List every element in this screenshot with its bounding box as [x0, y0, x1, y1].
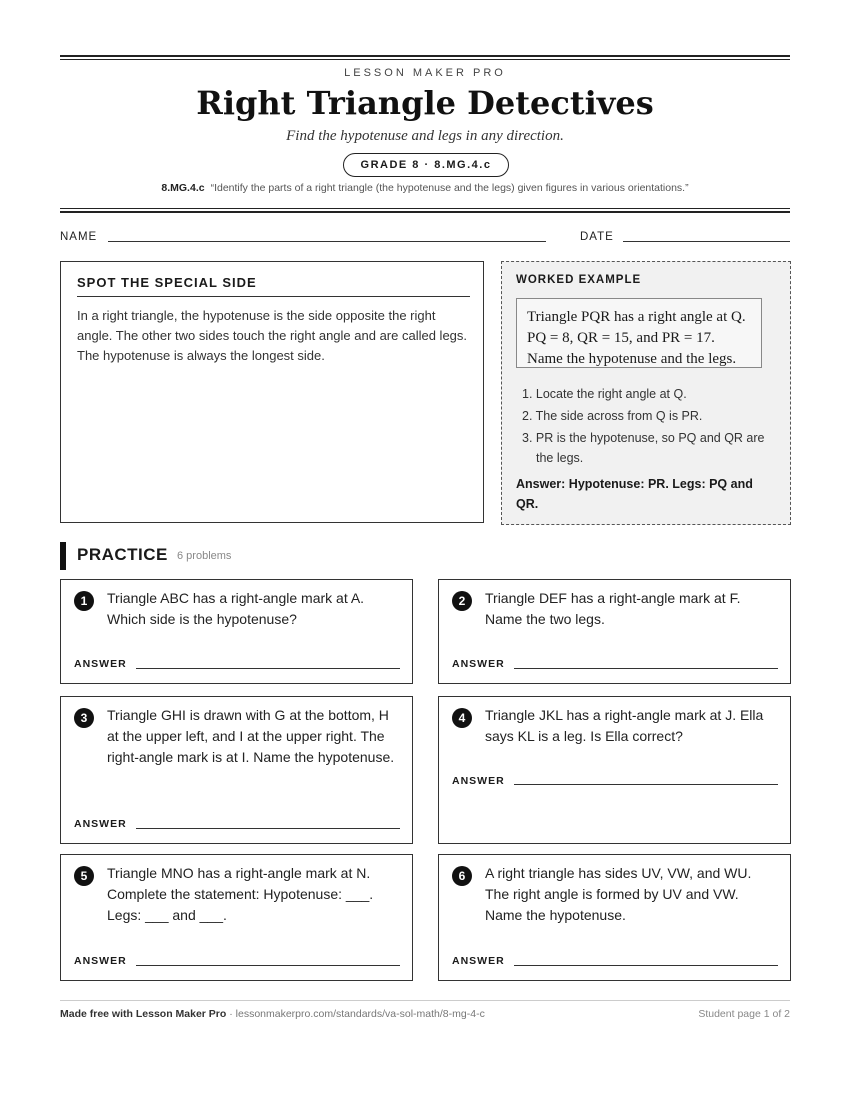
page-title: Right Triangle Detectives [196, 84, 654, 122]
grade-badge: GRADE 8 · 8.MG.4.c [343, 153, 509, 177]
problem-text: Triangle DEF has a right-angle mark at F. Name the two legs. [485, 590, 741, 627]
name-label: NAME [60, 231, 98, 243]
problem-number: 4 [452, 708, 472, 728]
problem-card [60, 854, 413, 981]
worked-example-panel [501, 261, 791, 525]
footer-credit [60, 1008, 485, 1020]
problem-number: 3 [74, 708, 94, 728]
standard-line [0, 182, 850, 194]
footer-url[interactable]: · lessonmakerpro.com/standards/va-sol-math/8-mg-4-c [226, 1008, 485, 1020]
answer-label: ANSWER [452, 658, 505, 670]
top-rule-thin [60, 59, 790, 60]
problem-text: A right triangle has sides UV, VW, and WU. The right angle is formed by UV and VW. Name the hypotenuse. [485, 865, 752, 923]
brand-label: LESSON MAKER PRO [344, 67, 506, 79]
footer-made-with: Made free with Lesson Maker Pro [60, 1008, 227, 1020]
answer-label: ANSWER [74, 658, 127, 670]
worked-example-steps [516, 384, 778, 470]
problem-line: Name the hypotenuse and the legs. [527, 351, 737, 367]
problem-number: 2 [452, 591, 472, 611]
answer-line[interactable] [514, 965, 778, 966]
date-field[interactable] [623, 241, 790, 242]
spot-heading: SPOT THE SPECIAL SIDE [77, 275, 470, 297]
worked-example-problem [516, 298, 762, 368]
problem-text: Triangle JKL has a right-angle mark at J. Ella says KL is a leg. Is Ella correct? [485, 707, 764, 744]
practice-accent-bar [60, 542, 66, 570]
header-rule [60, 211, 790, 213]
top-rule [60, 55, 790, 57]
footer-rule [60, 1000, 790, 1001]
problem-text: Triangle GHI is drawn with G at the bottom, H at the upper left, and I at the upper right. The right-angle mark is at I. Name the hypotenuse. [107, 707, 395, 765]
problem-text: Triangle MNO has a right-angle mark at N. Complete the statement: Hypotenuse: ___. Legs: ___ and ___. [107, 865, 374, 923]
worked-example-answer: Answer: Hypotenuse: PR. Legs: PQ and QR. [516, 477, 753, 511]
step-item: 3. PR is the hypotenuse, so PQ and QR are the legs. [522, 431, 765, 465]
problem-line: Triangle PQR has a right angle at Q. [527, 309, 746, 325]
problem-card [438, 579, 791, 684]
worked-example-heading: WORKED EXAMPLE [516, 274, 642, 286]
standard-text: “Identify the parts of a right triangle (the hypotenuse and the legs) given figures in various orientations.” [210, 182, 689, 194]
step-item: 2. The side across from Q is PR. [522, 409, 703, 423]
date-label: DATE [580, 231, 614, 243]
answer-label: ANSWER [74, 955, 127, 967]
answer-line[interactable] [136, 965, 400, 966]
problem-card [438, 854, 791, 981]
problem-number: 1 [74, 591, 94, 611]
footer-page-number: Student page 1 of 2 [698, 1008, 790, 1020]
problem-text: Triangle ABC has a right-angle mark at A. Which side is the hypotenuse? [107, 590, 365, 627]
problem-card [60, 579, 413, 684]
answer-label: ANSWER [74, 818, 127, 830]
answer-line[interactable] [136, 668, 400, 669]
problem-card [438, 696, 791, 844]
problem-number: 6 [452, 866, 472, 886]
problem-card [60, 696, 413, 844]
page-subtitle: Find the hypotenuse and legs in any direction. [286, 128, 564, 144]
answer-label: ANSWER [452, 955, 505, 967]
spot-body: In a right triangle, the hypotenuse is the side opposite the right angle. The other two sides touch the right angle and are called legs. The hypotenuse is always the longest side. [77, 308, 468, 363]
step-item: 1. Locate the right angle at Q. [522, 387, 687, 401]
answer-label: ANSWER [452, 775, 505, 787]
standard-code: 8.MG.4.c [161, 182, 205, 194]
answer-line[interactable] [514, 668, 778, 669]
practice-count: 6 problems [177, 550, 232, 562]
answer-line[interactable] [136, 828, 400, 829]
answer-line[interactable] [514, 784, 778, 785]
spot-panel [60, 261, 484, 523]
practice-title: PRACTICE [77, 545, 168, 564]
problem-number: 5 [74, 866, 94, 886]
problem-line: PQ = 8, QR = 15, and PR = 17. [527, 330, 715, 346]
header-rule-thin [60, 208, 790, 209]
name-field[interactable] [108, 241, 546, 242]
